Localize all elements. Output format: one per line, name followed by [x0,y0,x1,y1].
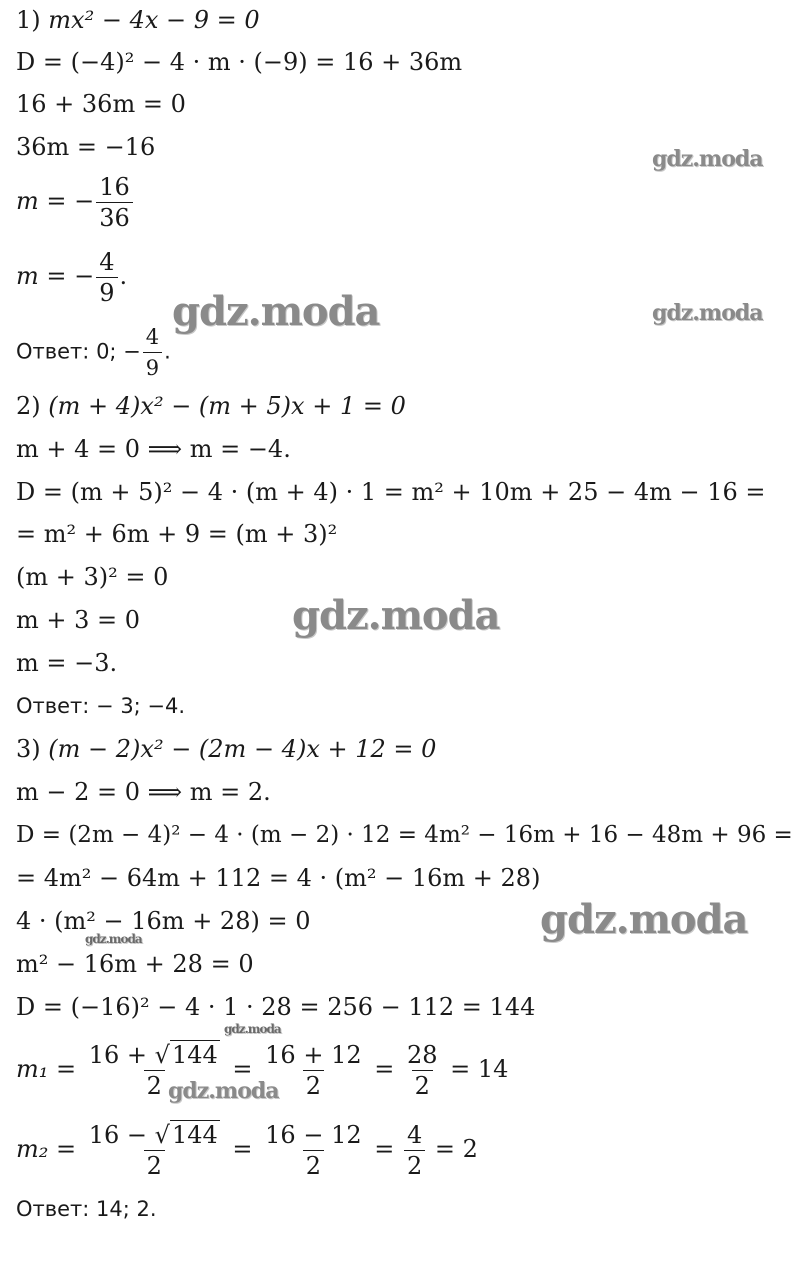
fraction-denominator: 2 [144,1070,165,1101]
p1-discriminant: D = (−4)² − 4 · m · (−9) = 16 + 36m [16,48,463,76]
p1-step-4-lhs: m = − [16,262,95,290]
numerator-prefix: 16 − [88,1121,155,1149]
p3-root-2-result: = 2 [434,1135,478,1163]
fraction [96,247,117,308]
p3-root-2-lhs: m₂ = [16,1135,77,1163]
p2-step-2: = m² + 6m + 9 = (m + 3)² [16,520,338,548]
p3-step-2: = 4m² − 64m + 112 = 4 · (m² − 16m + 28) [16,864,541,892]
fraction-denominator: 36 [96,202,133,233]
fraction-denominator: 2 [303,1150,324,1181]
fraction-denominator: 2 [412,1070,433,1101]
fraction [143,322,162,383]
p2-equation [16,392,406,420]
square-root: √144 [154,1041,218,1069]
fraction-denominator: 9 [96,277,117,308]
fraction [262,1120,364,1181]
watermark: gdz.moda [540,896,748,943]
fraction-numerator [86,1040,223,1070]
p3-eq-text: (m − 2)x² − (2m − 4)x + 12 = 0 [48,735,437,763]
p2-answer-values: − 3; −4. [89,694,186,718]
p2-step-3: (m + 3)² = 0 [16,563,169,591]
fraction-denominator: 2 [144,1150,165,1181]
fraction-denominator: 2 [303,1070,324,1101]
p1-answer-prefix: 0; − [96,339,141,364]
numerator-prefix: 16 + [88,1041,155,1069]
p1-number: 1) [16,6,41,34]
p1-step-3 [16,172,135,233]
watermark: gdz.moda [224,1022,281,1036]
watermark: gdz.moda [652,146,763,172]
p3-root-1-result: = 14 [450,1055,509,1083]
p3-number: 3) [16,735,41,763]
p2-step-4: m + 3 = 0 [16,606,141,634]
p1-step-2: 36m = −16 [16,133,156,161]
fraction-denominator: 2 [404,1150,425,1181]
answer-label: Ответ: [16,694,90,718]
fraction-numerator: 16 [99,173,130,201]
p3-step-1: m − 2 = 0 ⟹ m = 2. [16,778,271,806]
fraction-numerator: 16 − 12 [265,1121,362,1149]
p2-discriminant: D = (m + 5)² − 4 · (m + 4) · 1 = m² + 10m + 25 − 4m − 16 = [16,478,766,506]
p1-step-1: 16 + 36m = 0 [16,90,186,118]
watermark: gdz.moda [85,932,142,946]
p3-answer [16,1195,157,1223]
p3-root-2: m₂ = $\frac{16 - √144}{2}$ = $\frac{16 - 12}{2}$ = $\frac{4}{2}$ = 2 [16,1121,478,1180]
watermark: gdz.moda [292,592,500,639]
watermark: gdz.moda [652,300,763,326]
fraction [86,1120,223,1181]
p3-step-4: m² − 16m + 28 = 0 [16,950,254,978]
p3-answer-values: 14; 2. [89,1197,157,1221]
radicand: 144 [171,1121,218,1149]
watermark: gdz.moda [172,288,380,335]
fraction [96,172,133,233]
p1-eq-text: mx² − 4x − 9 = 0 [48,6,260,34]
p2-number: 2) [16,392,41,420]
p3-root-1: m₁ = $\frac{16 + √144}{2}$ = $\frac{16 + 12}{2}$ = $\frac{28}{2}$ = 14 [16,1041,509,1100]
p1-step-4: m = − $\frac{4}{9}$ . [16,248,128,307]
p2-answer [16,692,185,720]
answer-label: Ответ: [16,339,90,364]
fraction [404,1040,441,1101]
p2-step-1: m + 4 = 0 ⟹ m = −4. [16,435,291,463]
fraction [404,1120,425,1181]
p1-equation [16,6,260,34]
p1-step-3-lhs: m = − [16,187,95,215]
fraction-denominator: 9 [143,352,162,383]
fraction-numerator: 16 + 12 [265,1041,362,1069]
fraction-numerator: 4 [145,325,160,349]
p1-answer: Ответ: 0; − $\frac{4}{9}$ . [16,322,171,383]
p2-eq-text: (m + 4)x² − (m + 5)x + 1 = 0 [48,392,406,420]
p3-step-3: 4 · (m² − 16m + 28) = 0 [16,907,311,935]
p3-discriminant-2: D = (−16)² − 4 · 1 · 28 = 256 − 112 = 144 [16,993,536,1021]
fraction-numerator: 4 [406,1121,423,1149]
watermark: gdz.moda [168,1078,279,1104]
fraction-numerator [86,1120,223,1150]
p3-equation [16,735,436,763]
square-root: √144 [154,1121,218,1149]
p3-discriminant: D = (2m − 4)² − 4 · (m − 2) · 12 = 4m² − 16m + 16 − 48m + 96 = [16,822,793,848]
radicand: 144 [171,1041,218,1069]
answer-label: Ответ: [16,1197,90,1221]
fraction-numerator: 4 [99,248,115,276]
p3-root-1-lhs: m₁ = [16,1055,77,1083]
p2-step-5: m = −3. [16,649,118,677]
fraction-numerator: 28 [406,1041,438,1069]
